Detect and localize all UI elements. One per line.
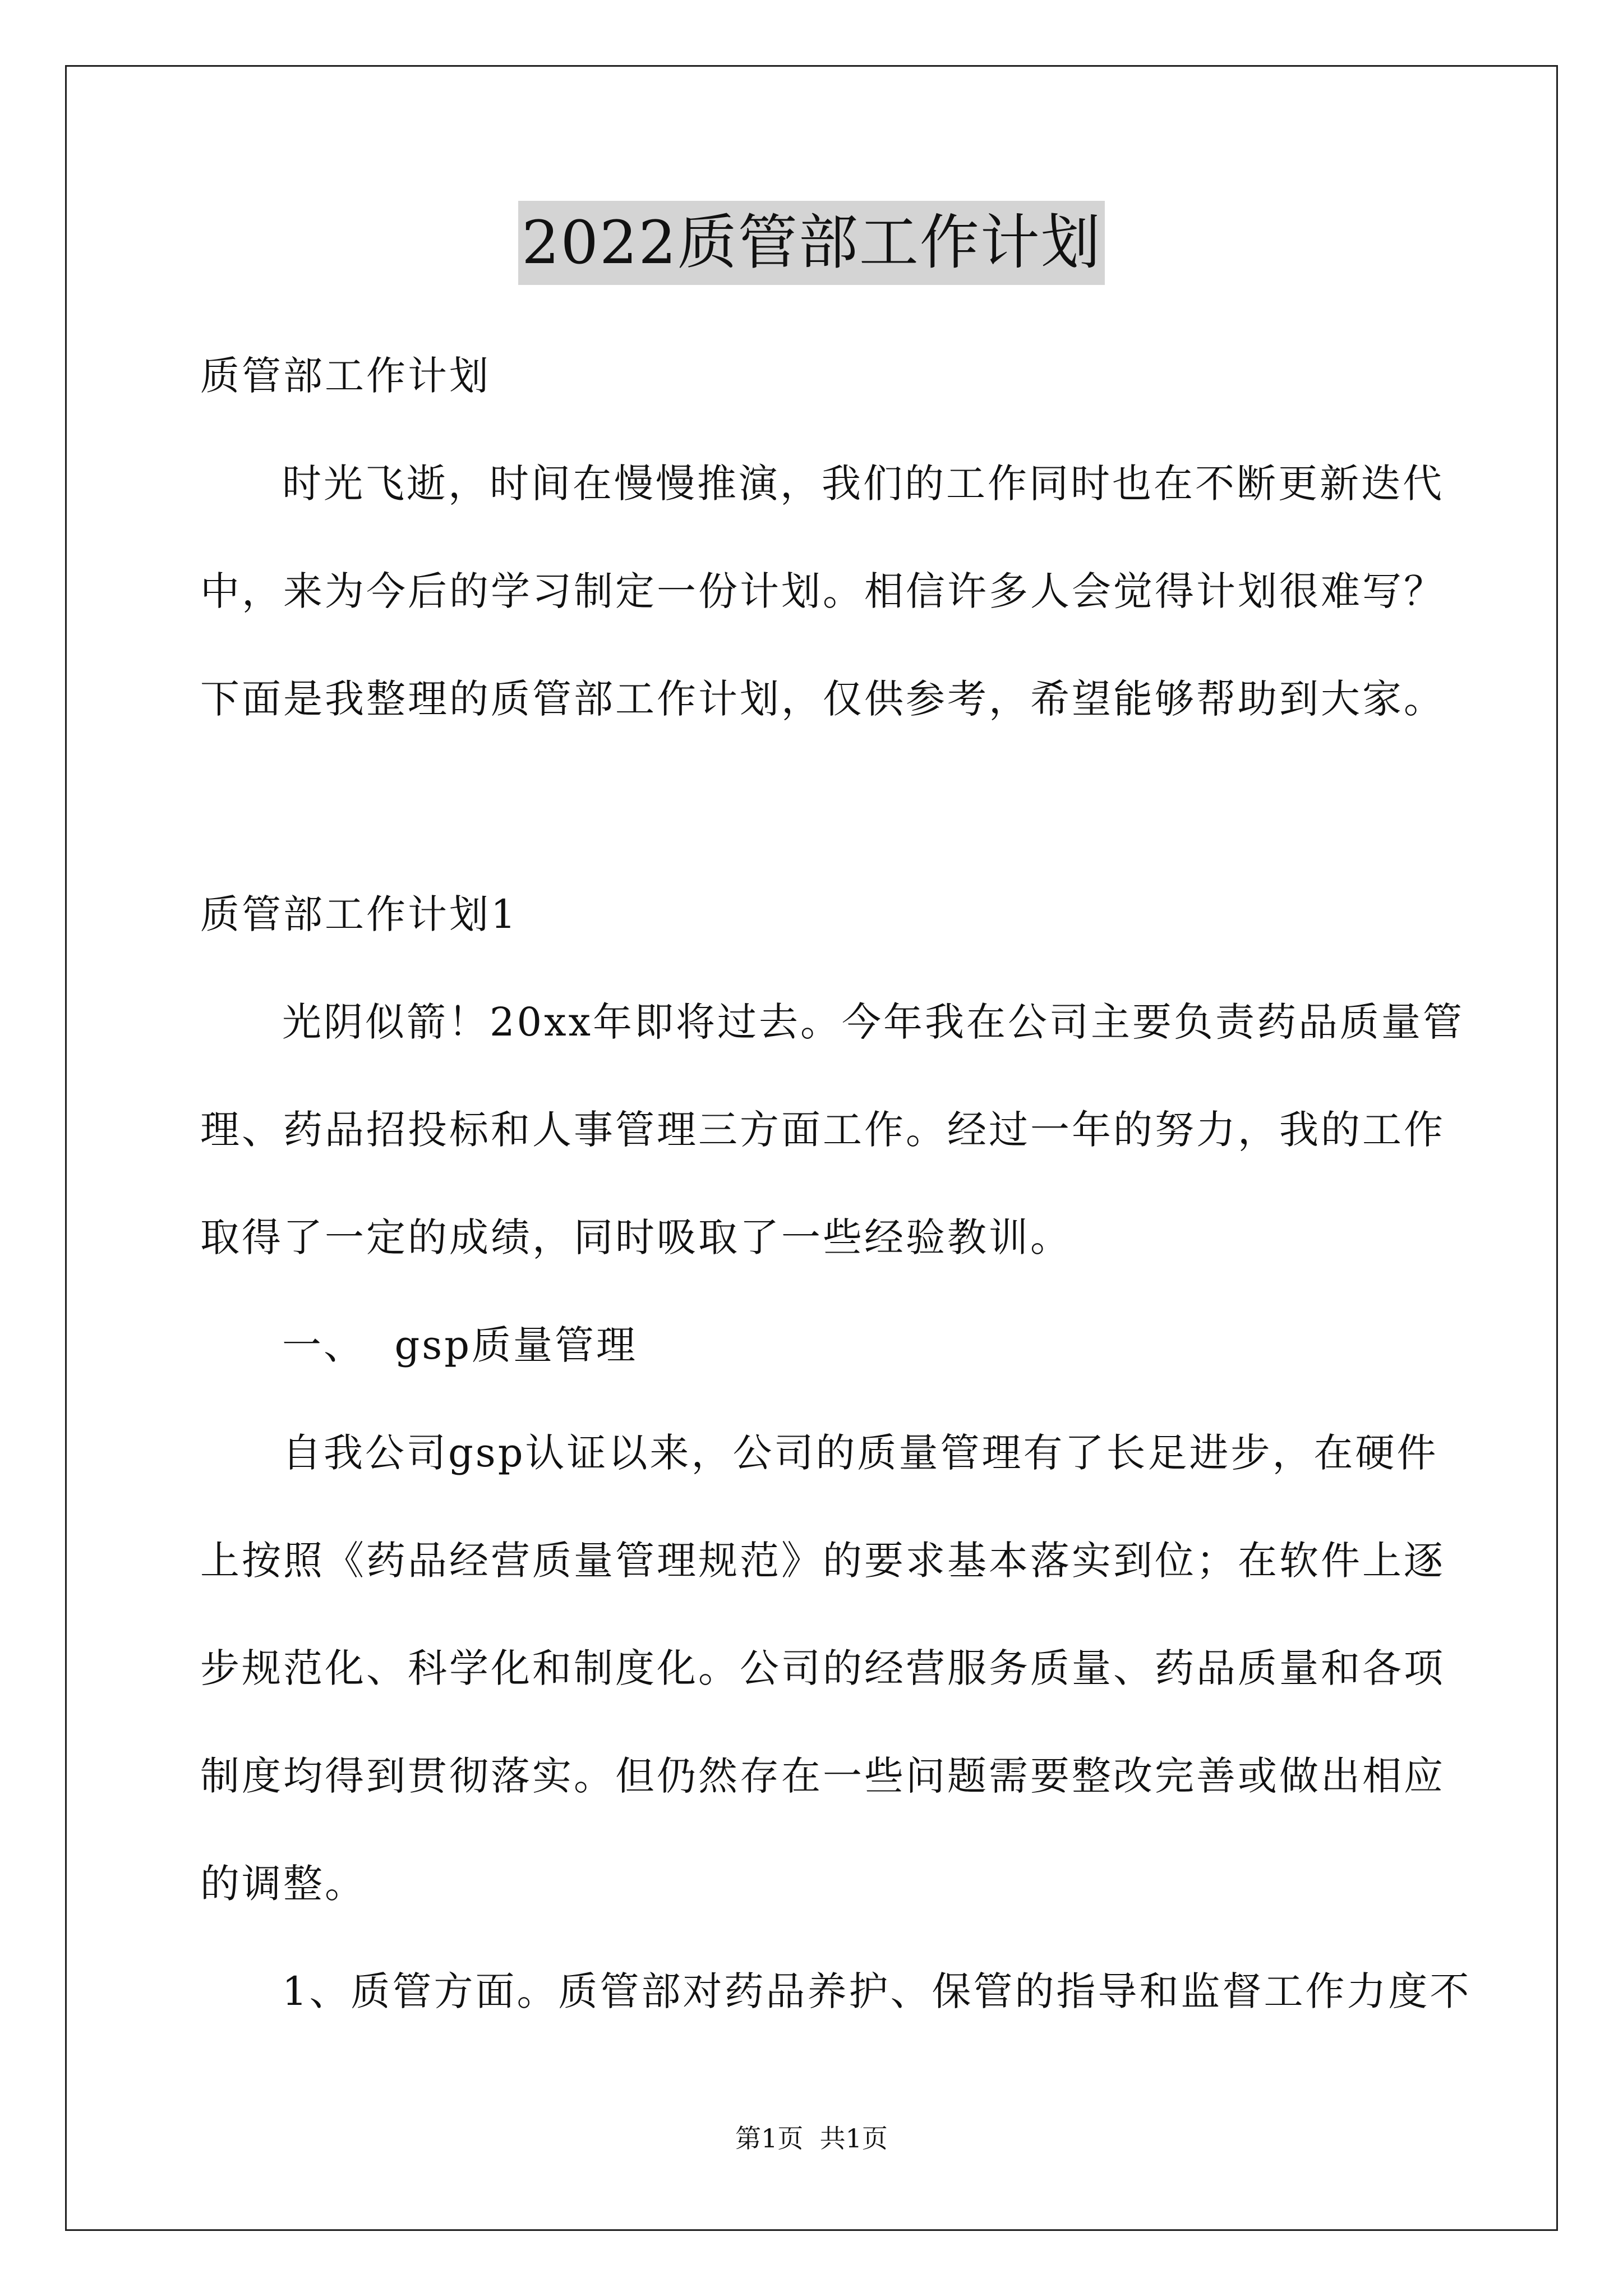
section-heading: 质管部工作计划1	[200, 891, 518, 937]
section-para2-line-4: 制度均得到贯彻落实。但仍然存在一些问题需要整改完善或做出相应	[200, 1753, 1445, 1799]
section-para1-line-3: 取得了一定的成绩，同时吸取了一些经验教训。	[200, 1214, 1072, 1260]
subtitle: 质管部工作计划	[200, 353, 491, 399]
section-para2-line-3: 步规范化、科学化和制度化。公司的经营服务质量、药品质量和各项	[200, 1645, 1445, 1691]
section-para2-line-5: 的调整。	[200, 1861, 366, 1907]
title-container	[0, 201, 1623, 285]
section-para1-line-2: 理、药品招投标和人事管理三方面工作。经过一年的努力，我的工作	[200, 1107, 1445, 1153]
section-para2-line-1: 自我公司gsp认证以来，公司的质量管理有了长足进步，在硬件	[282, 1430, 1438, 1476]
document-title: 2022质管部工作计划	[518, 201, 1105, 285]
item1-line: 1、质管方面。质管部对药品养护、保管的指导和监督工作力度不	[282, 1968, 1472, 2014]
page-footer: 第1页 共1页	[735, 2123, 888, 2154]
section-para1-line-1: 光阴似箭！20xx年即将过去。今年我在公司主要负责药品质量管	[282, 999, 1465, 1045]
intro-line-3: 下面是我整理的质管部工作计划，仅供参考，希望能够帮助到大家。	[200, 676, 1445, 722]
intro-line-1: 时光飞逝，时间在慢慢推演，我们的工作同时也在不断更新迭代	[282, 461, 1444, 507]
subheading: 一、 gsp质量管理	[282, 1322, 638, 1368]
intro-line-2: 中，来为今后的学习制定一份计划。相信许多人会觉得计划很难写？	[200, 568, 1445, 614]
section-para2-line-2: 上按照《药品经营质量管理规范》的要求基本落实到位；在软件上逐	[200, 1538, 1445, 1584]
